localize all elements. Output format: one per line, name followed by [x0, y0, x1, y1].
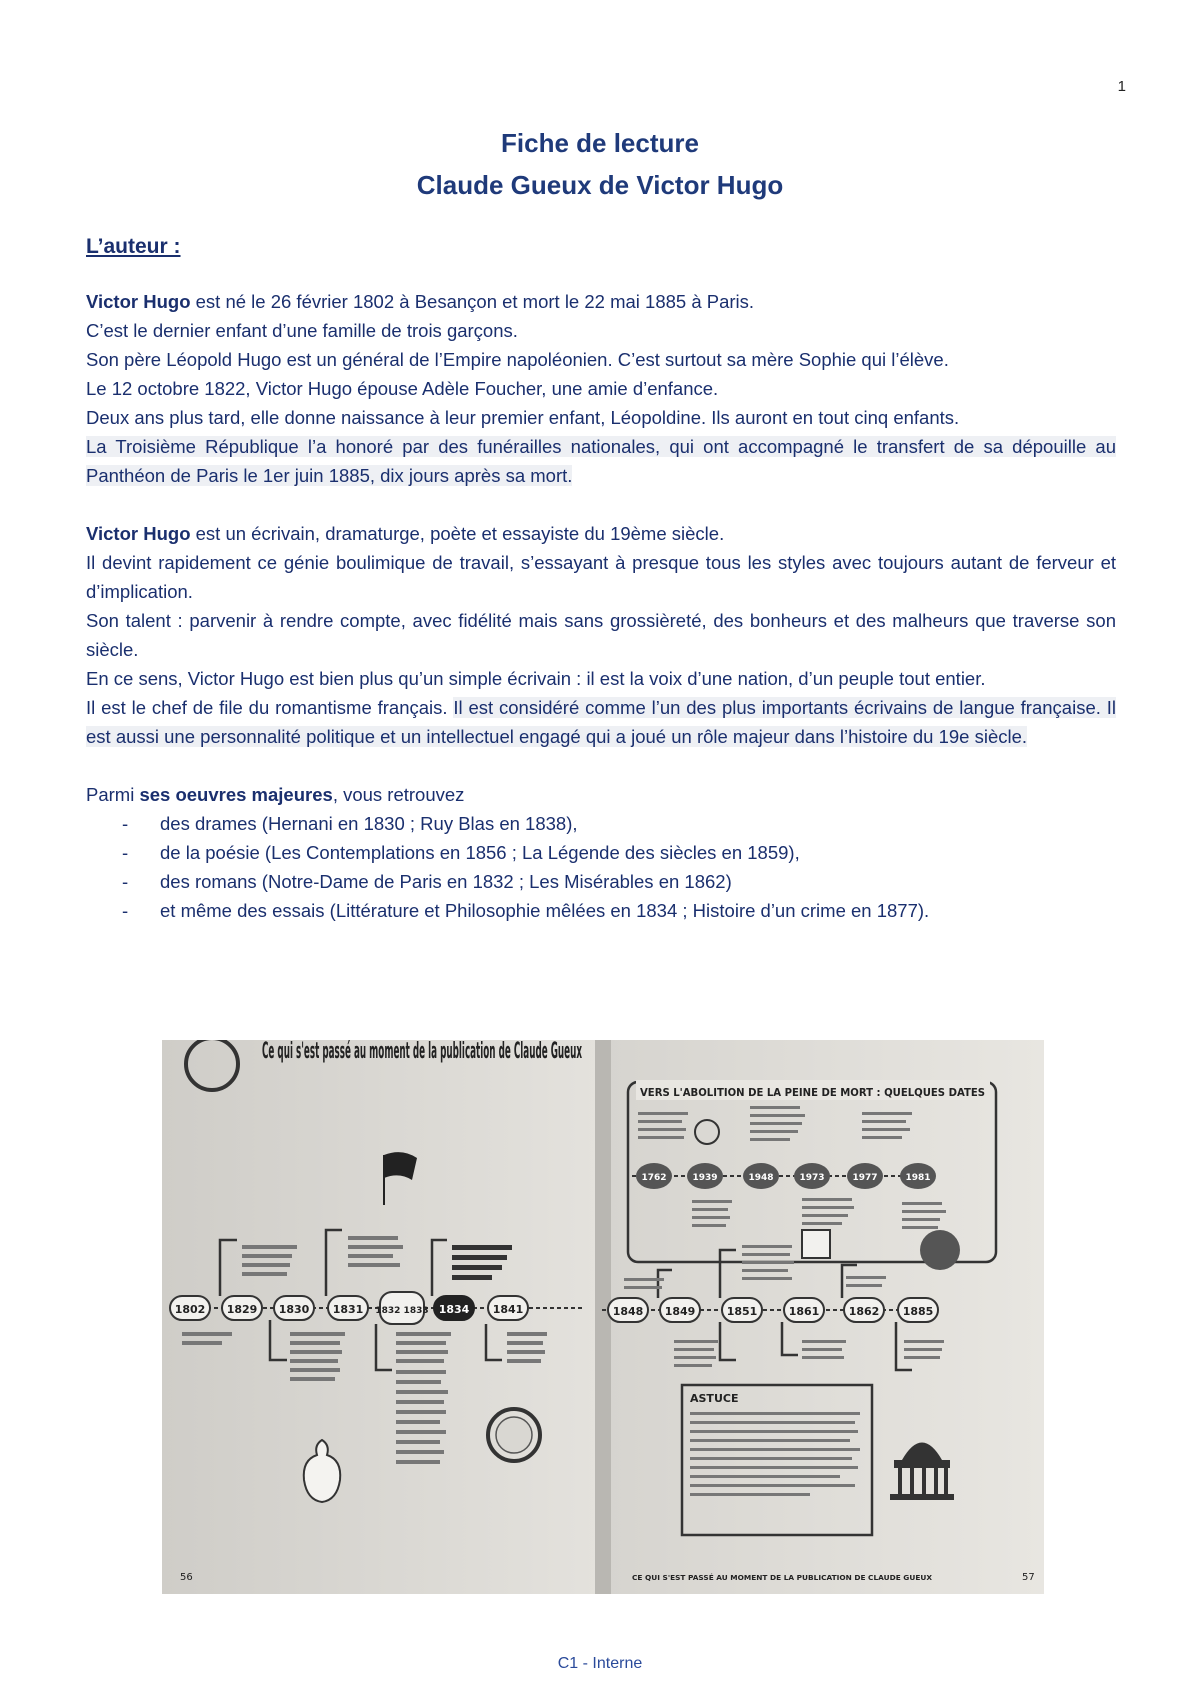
career-line-1: Victor Hugo est un écrivain, dramaturge, poète et essayiste du 19ème siècle.: [86, 523, 725, 544]
right-page-caption: CE QUI S'EST PASSÉ AU MOMENT DE LA PUBLICATION DE CLAUDE GUEUX: [632, 1574, 918, 1582]
svg-text:1977: 1977: [852, 1173, 878, 1183]
page-number: 1: [1117, 78, 1126, 95]
gavroche-icon: [920, 1230, 960, 1270]
bio-line-6: La Troisième République l’a honoré par des funérailles nationales, qui ont accompagné le transfert de sa dépouille au Panthéon de Paris le 1er juin 1885, dix jours après sa mort.: [86, 436, 1116, 486]
works-intro: Parmi ses oeuvres majeures, vous retrouvez: [86, 784, 465, 805]
author-name: Victor Hugo: [86, 523, 191, 544]
svg-text:1802: 1802: [174, 1303, 206, 1316]
svg-text:1762: 1762: [641, 1173, 667, 1183]
timeline-illustration: [162, 1040, 1044, 1594]
career-line-2: Il devint rapidement ce génie boulimique de travail, s’essayant à presque tous les styles avec toujours autant de ferveur et d’implication.: [86, 552, 1116, 602]
career-line-3: Son talent : parvenir à rendre compte, avec fidélité mais sans grossièreté, des bonheurs et des malheurs que traverse son siècle.: [86, 610, 1116, 660]
list-item: - des drames (Hernani en 1830 ; Ruy Blas en 1838),: [122, 809, 1116, 838]
svg-text:1981: 1981: [905, 1173, 931, 1183]
bio-line-2: C’est le dernier enfant d’une famille de trois garçons.: [86, 320, 518, 341]
svg-text:1862: 1862: [848, 1305, 880, 1318]
astuce-label: ASTUCE: [690, 1392, 739, 1405]
list-item: - des romans (Notre-Dame de Paris en 1832 ; Les Misérables en 1862): [122, 867, 1116, 896]
svg-text:1830: 1830: [278, 1303, 310, 1316]
svg-text:1885: 1885: [902, 1305, 934, 1318]
page-subtitle: Claude Gueux de Victor Hugo: [416, 170, 784, 200]
bio-line-3: Son père Léopold Hugo est un général de l’Empire napoléonien. C’est surtout sa mère Sophie qui l’élève.: [86, 349, 949, 370]
list-item: - et même des essais (Littérature et Philosophie mêlées en 1834 ; Histoire d’un crime en 1877).: [122, 896, 1116, 925]
classification-footer: C1 - Interne: [557, 1655, 643, 1672]
works-list: [122, 809, 1116, 925]
bio-line-4: Le 12 octobre 1822, Victor Hugo épouse Adèle Foucher, une amie d’enfance.: [86, 378, 719, 399]
left-page-number: 56: [180, 1572, 193, 1583]
author-name: Victor Hugo: [86, 291, 191, 312]
svg-text:1948: 1948: [748, 1173, 774, 1183]
svg-text:1939: 1939: [692, 1173, 718, 1183]
career-line-5: Il est le chef de file du romantisme français. Il est considéré comme l’un des plus importants écrivains de langue française. Il est aussi une personnalité politique et un intellectuel engagé qui a joué un rôle majeur dans l’histoire du 19e siècle.: [86, 697, 1116, 747]
bio-line-5: Deux ans plus tard, elle donne naissance à leur premier enfant, Léopoldine. Ils auront en tout cinq enfants.: [86, 407, 960, 428]
svg-text:1851: 1851: [726, 1305, 758, 1318]
svg-text:1831: 1831: [332, 1303, 364, 1316]
svg-text:1848: 1848: [612, 1305, 644, 1318]
book-photo-timeline: [162, 1040, 1044, 1594]
portrait-icon: [802, 1230, 830, 1258]
svg-text:1832 1833: 1832 1833: [375, 1306, 429, 1316]
svg-text:1834: 1834: [438, 1303, 470, 1316]
left-page-title: Ce qui s'est passé au moment de la publication de Claude Gueux: [262, 1040, 582, 1064]
svg-text:1861: 1861: [788, 1305, 820, 1318]
svg-text:1841: 1841: [492, 1303, 524, 1316]
abolition-title: VERS L'ABOLITION DE LA PEINE DE MORT : QUELQUES DATES: [640, 1087, 985, 1099]
list-item: - de la poésie (Les Contemplations en 1856 ; La Légende des siècles en 1859),: [122, 838, 1116, 867]
page-title: Fiche de lecture: [501, 128, 699, 158]
author-heading: L’auteur :: [86, 235, 181, 258]
right-page-number: 57: [1022, 1572, 1035, 1583]
svg-text:1973: 1973: [799, 1173, 825, 1183]
document-body: [86, 232, 1116, 925]
svg-text:1829: 1829: [226, 1303, 258, 1316]
bio-line-1: Victor Hugo est né le 26 février 1802 à Besançon et mort le 22 mai 1885 à Paris.: [86, 291, 755, 312]
career-line-4: En ce sens, Victor Hugo est bien plus qu’un simple écrivain : il est la voix d’une nation, d’un peuple tout entier.: [86, 668, 986, 689]
svg-text:1849: 1849: [664, 1305, 696, 1318]
